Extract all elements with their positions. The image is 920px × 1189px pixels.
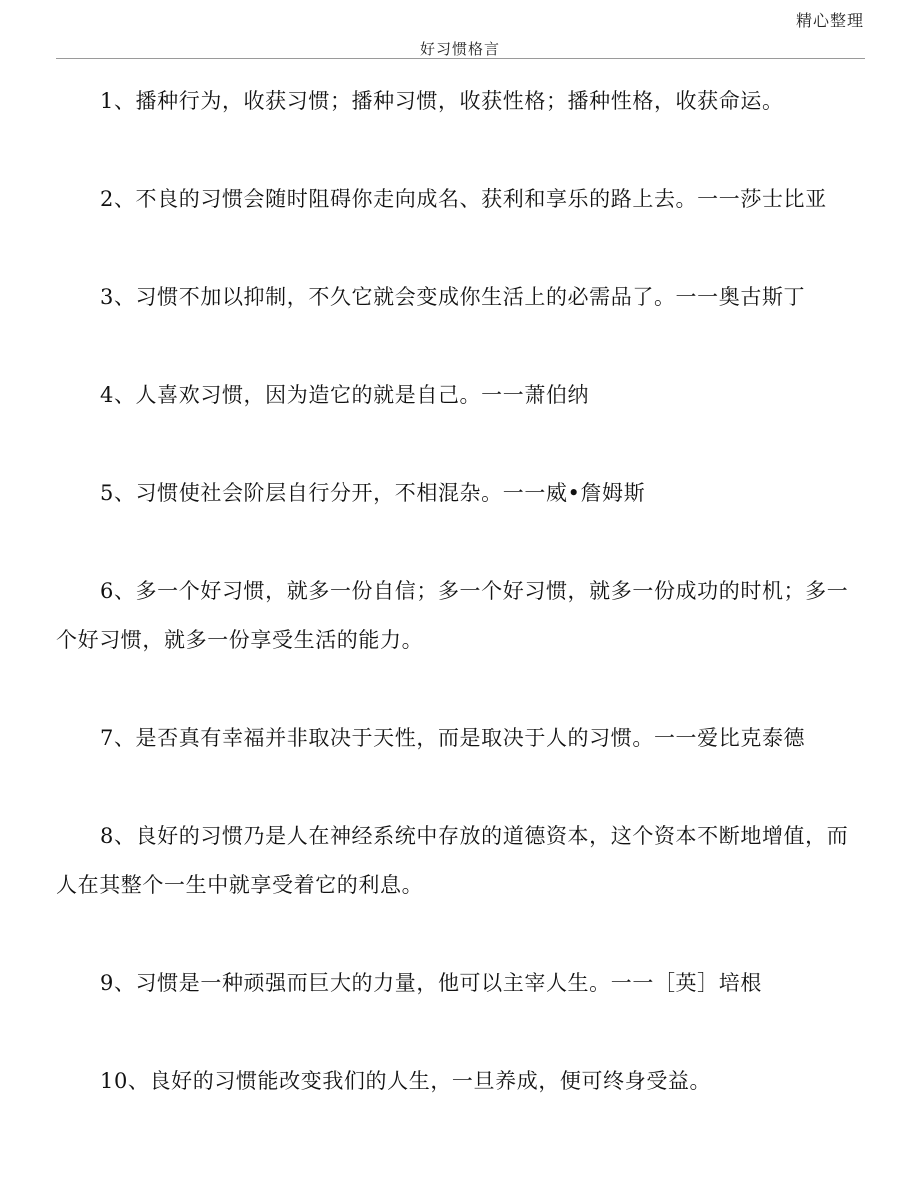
document-body (56, 77, 860, 1155)
quote-paragraph-9: 9、习惯是一种顽强而巨大的力量，他可以主宰人生。一一［英］培根 (100, 971, 762, 995)
header-corner-note: 精心整理 (795, 11, 864, 30)
page-header-title: 好习惯格言 (419, 40, 500, 58)
quote-paragraph-3: 3、习惯不加以抑制，不久它就会变成你生活上的必需品了。一一奥古斯丁 (100, 285, 806, 309)
quote-paragraph-1: 1、播种行为，收获习惯；播种习惯，收获性格；播种性格，收获命运。 (100, 89, 784, 113)
quote-paragraph-2: 2、不良的习惯会随时阻碍你走向成名、获利和享乐的路上去。一一莎士比亚 (100, 187, 827, 211)
quote-paragraph-6: 6、多一个好习惯，就多一份自信；多一个好习惯，就多一份成功的时机；多一个好习惯，就多一份享受生活的能力。 (56, 579, 849, 652)
quote-paragraph-4: 4、人喜欢习惯，因为造它的就是自己。一一萧伯纳 (100, 383, 590, 407)
quote-paragraph-10: 10、良好的习惯能改变我们的人生，一旦养成，便可终身受益。 (100, 1069, 712, 1093)
quote-paragraph-5: 5、习惯使社会阶层自行分开，不相混杂。一一威•詹姆斯 (100, 481, 646, 505)
quote-paragraph-7: 7、是否真有幸福并非取决于天性，而是取决于人的习惯。一一爱比克泰德 (100, 726, 806, 750)
header-divider (56, 58, 865, 59)
quote-paragraph-8: 8、良好的习惯乃是人在神经系统中存放的道德资本，这个资本不断地增值，而人在其整个一生中就享受着它的利息。 (56, 824, 849, 897)
